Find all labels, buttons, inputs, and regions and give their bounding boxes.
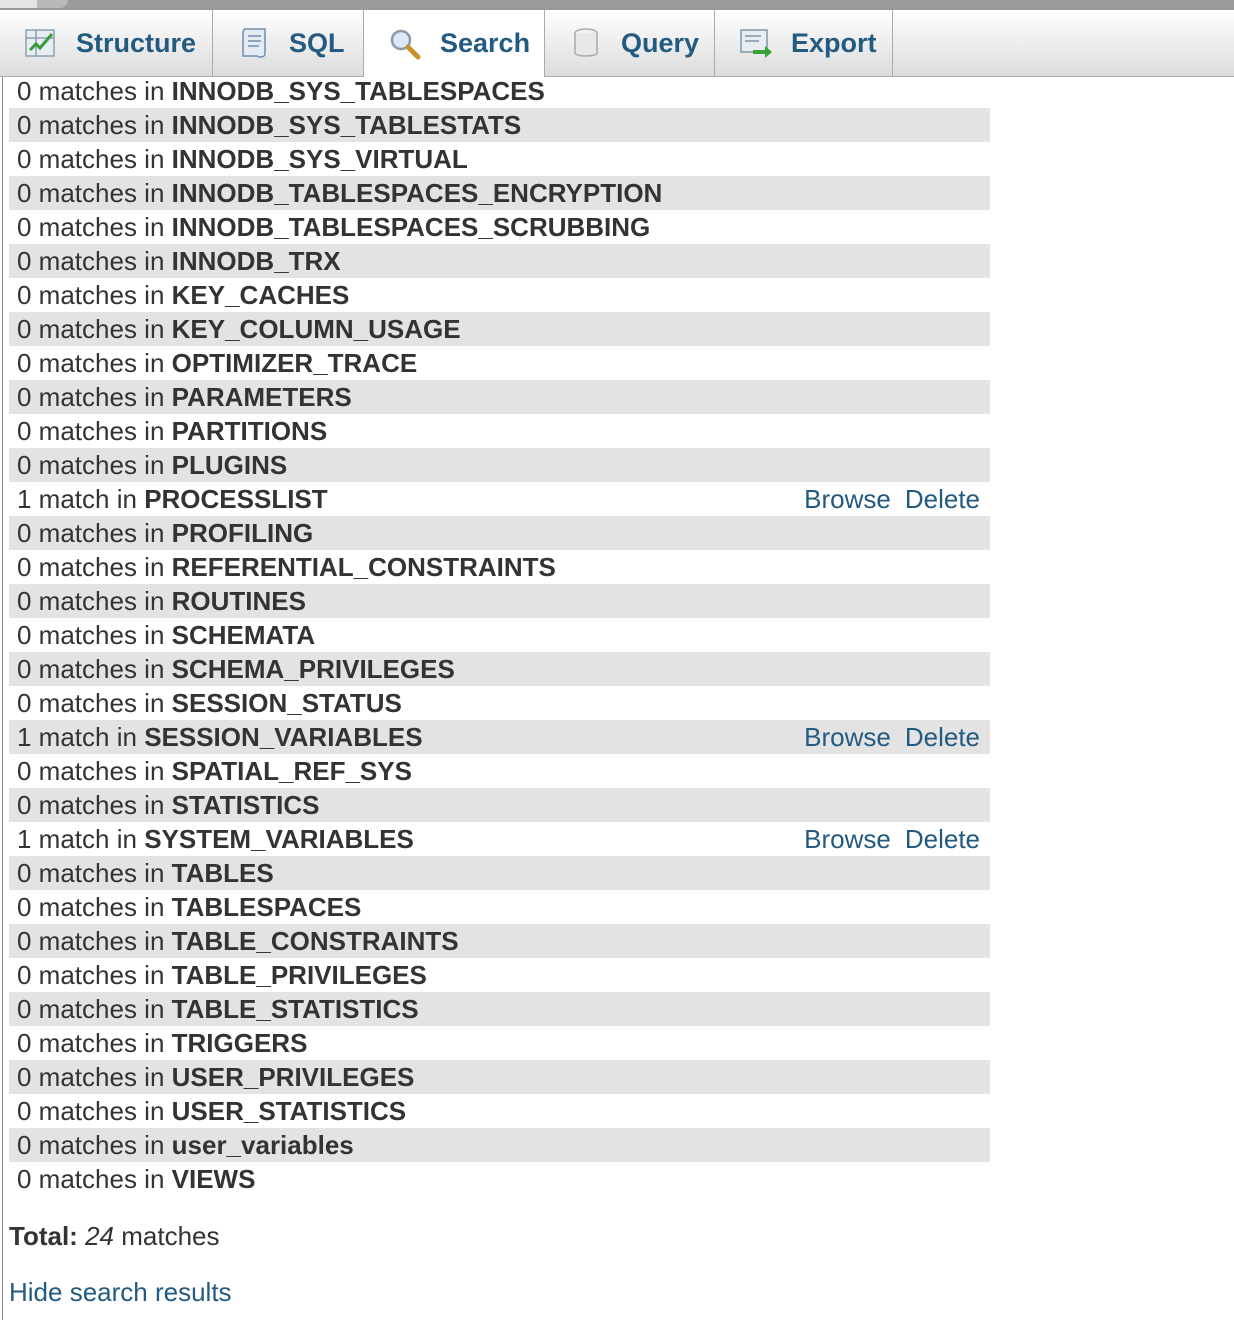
- result-row: [9, 142, 990, 176]
- result-row: [9, 652, 990, 686]
- table-name: INNODB_TABLESPACES_SCRUBBING: [171, 212, 651, 242]
- match-count: 0 matches in: [17, 76, 165, 106]
- table-name: PARAMETERS: [171, 382, 352, 412]
- match-count: 0 matches in: [17, 518, 165, 548]
- match-count: 0 matches in: [17, 1164, 165, 1194]
- table-name: TABLESPACES: [171, 892, 362, 922]
- match-count: 0 matches in: [17, 756, 165, 786]
- match-count: 0 matches in: [17, 552, 165, 582]
- result-row: [9, 1128, 990, 1162]
- tab-label: SQL: [289, 27, 345, 58]
- match-count: 0 matches in: [17, 416, 165, 446]
- match-count: 0 matches in: [17, 1028, 165, 1058]
- tab-label: Query: [621, 27, 700, 58]
- match-count: 0 matches in: [17, 620, 165, 650]
- browse-link[interactable]: Browse: [804, 824, 891, 854]
- match-count: 1 match in: [17, 824, 137, 854]
- match-count: 1 match in: [17, 484, 137, 514]
- delete-link[interactable]: Delete: [904, 484, 980, 514]
- tab-label: Export: [791, 27, 877, 58]
- table-name: SYSTEM_VARIABLES: [144, 824, 414, 854]
- result-row: [9, 584, 990, 618]
- search-icon: [388, 27, 422, 61]
- result-row: [9, 720, 990, 754]
- result-row: [9, 482, 990, 516]
- row-actions: [790, 822, 980, 856]
- structure-icon: [24, 26, 58, 60]
- table-name: VIEWS: [171, 1164, 256, 1194]
- table-name: SESSION_STATUS: [171, 688, 402, 718]
- match-count: 0 matches in: [17, 926, 165, 956]
- match-count: 0 matches in: [17, 960, 165, 990]
- result-row: [9, 686, 990, 720]
- table-name: PROCESSLIST: [144, 484, 328, 514]
- match-count: 0 matches in: [17, 280, 165, 310]
- delete-link[interactable]: Delete: [904, 722, 980, 752]
- result-row: [9, 1060, 990, 1094]
- total-count: 24: [85, 1221, 114, 1251]
- export-icon: [739, 26, 773, 60]
- table-name: OPTIMIZER_TRACE: [171, 348, 418, 378]
- table-name: user_variables: [171, 1130, 354, 1160]
- result-row: [9, 176, 990, 210]
- result-row: [9, 312, 990, 346]
- result-row: [9, 822, 990, 856]
- tab-search[interactable]: [364, 10, 545, 77]
- table-name: USER_STATISTICS: [171, 1096, 407, 1126]
- match-count: 0 matches in: [17, 212, 165, 242]
- row-actions: [790, 720, 980, 754]
- result-row: [9, 618, 990, 652]
- tab-query[interactable]: [545, 10, 715, 76]
- match-count: 0 matches in: [17, 858, 165, 888]
- query-icon: [569, 26, 603, 60]
- match-count: 0 matches in: [17, 688, 165, 718]
- table-name: PROFILING: [171, 518, 314, 548]
- result-row: [9, 958, 990, 992]
- delete-link[interactable]: Delete: [904, 824, 980, 854]
- table-name: REFERENTIAL_CONSTRAINTS: [171, 552, 556, 582]
- result-row: [9, 788, 990, 822]
- match-count: 1 match in: [17, 722, 137, 752]
- tab-bar: [0, 10, 1234, 77]
- table-name: TRIGGERS: [171, 1028, 308, 1058]
- result-row: [9, 278, 990, 312]
- result-row: [9, 1162, 990, 1196]
- result-row: [9, 448, 990, 482]
- table-name: SCHEMATA: [171, 620, 316, 650]
- tab-label: Search: [440, 28, 531, 58]
- result-row: [9, 414, 990, 448]
- result-row: [9, 108, 990, 142]
- table-name: INNODB_SYS_TABLESTATS: [171, 110, 522, 140]
- total-label: Total:: [9, 1221, 78, 1251]
- result-row: [9, 210, 990, 244]
- result-row: [9, 550, 990, 584]
- match-count: 0 matches in: [17, 790, 165, 820]
- result-row: [9, 890, 990, 924]
- match-count: 0 matches in: [17, 994, 165, 1024]
- hide-search-results-link[interactable]: Hide search results: [9, 1277, 232, 1307]
- table-name: SCHEMA_PRIVILEGES: [171, 654, 455, 684]
- match-count: 0 matches in: [17, 654, 165, 684]
- table-name: PLUGINS: [171, 450, 288, 480]
- result-row: [9, 346, 990, 380]
- content-left-border: [2, 77, 3, 1320]
- browse-link[interactable]: Browse: [804, 484, 891, 514]
- result-row: [9, 1094, 990, 1128]
- match-count: 0 matches in: [17, 382, 165, 412]
- table-name: KEY_CACHES: [171, 280, 350, 310]
- total-suffix: matches: [121, 1221, 220, 1251]
- table-name: TABLE_CONSTRAINTS: [171, 926, 459, 956]
- match-count: 0 matches in: [17, 450, 165, 480]
- match-count: 0 matches in: [17, 1096, 165, 1126]
- table-name: INNODB_TABLESPACES_ENCRYPTION: [171, 178, 663, 208]
- total-summary: [9, 1221, 220, 1252]
- result-row: [9, 1026, 990, 1060]
- browse-link[interactable]: Browse: [804, 722, 891, 752]
- table-name: PARTITIONS: [171, 416, 328, 446]
- table-name: INNODB_SYS_VIRTUAL: [171, 144, 468, 174]
- table-name: ROUTINES: [171, 586, 306, 616]
- match-count: 0 matches in: [17, 348, 165, 378]
- tab-sql[interactable]: [213, 10, 364, 76]
- result-row: [9, 380, 990, 414]
- result-row: [9, 992, 990, 1026]
- table-name: TABLE_PRIVILEGES: [171, 960, 427, 990]
- table-name: STATISTICS: [171, 790, 320, 820]
- match-count: 0 matches in: [17, 1130, 165, 1160]
- table-name: TABLES: [171, 858, 274, 888]
- result-row: [9, 754, 990, 788]
- match-count: 0 matches in: [17, 178, 165, 208]
- search-results-list: [9, 74, 990, 1196]
- match-count: 0 matches in: [17, 314, 165, 344]
- row-actions: [790, 482, 980, 516]
- match-count: 0 matches in: [17, 586, 165, 616]
- table-name: USER_PRIVILEGES: [171, 1062, 415, 1092]
- table-name: KEY_COLUMN_USAGE: [171, 314, 461, 344]
- tab-export[interactable]: [715, 10, 893, 76]
- result-row: [9, 924, 990, 958]
- result-row: [9, 856, 990, 890]
- sql-icon: [237, 26, 271, 60]
- tab-nub: [0, 0, 38, 8]
- window-top-strip: [0, 0, 1234, 10]
- table-name: INNODB_SYS_TABLESPACES: [171, 76, 545, 106]
- table-name: INNODB_TRX: [171, 246, 341, 276]
- tab-label: Structure: [76, 27, 197, 58]
- tab-structure[interactable]: [0, 10, 213, 76]
- match-count: 0 matches in: [17, 892, 165, 922]
- result-row: [9, 244, 990, 278]
- match-count: 0 matches in: [17, 246, 165, 276]
- result-row: [9, 516, 990, 550]
- tab-nub-rounded: [38, 0, 68, 8]
- match-count: 0 matches in: [17, 144, 165, 174]
- match-count: 0 matches in: [17, 1062, 165, 1092]
- result-row: [9, 74, 990, 108]
- table-name: TABLE_STATISTICS: [171, 994, 419, 1024]
- table-name: SPATIAL_REF_SYS: [171, 756, 412, 786]
- match-count: 0 matches in: [17, 110, 165, 140]
- table-name: SESSION_VARIABLES: [144, 722, 423, 752]
